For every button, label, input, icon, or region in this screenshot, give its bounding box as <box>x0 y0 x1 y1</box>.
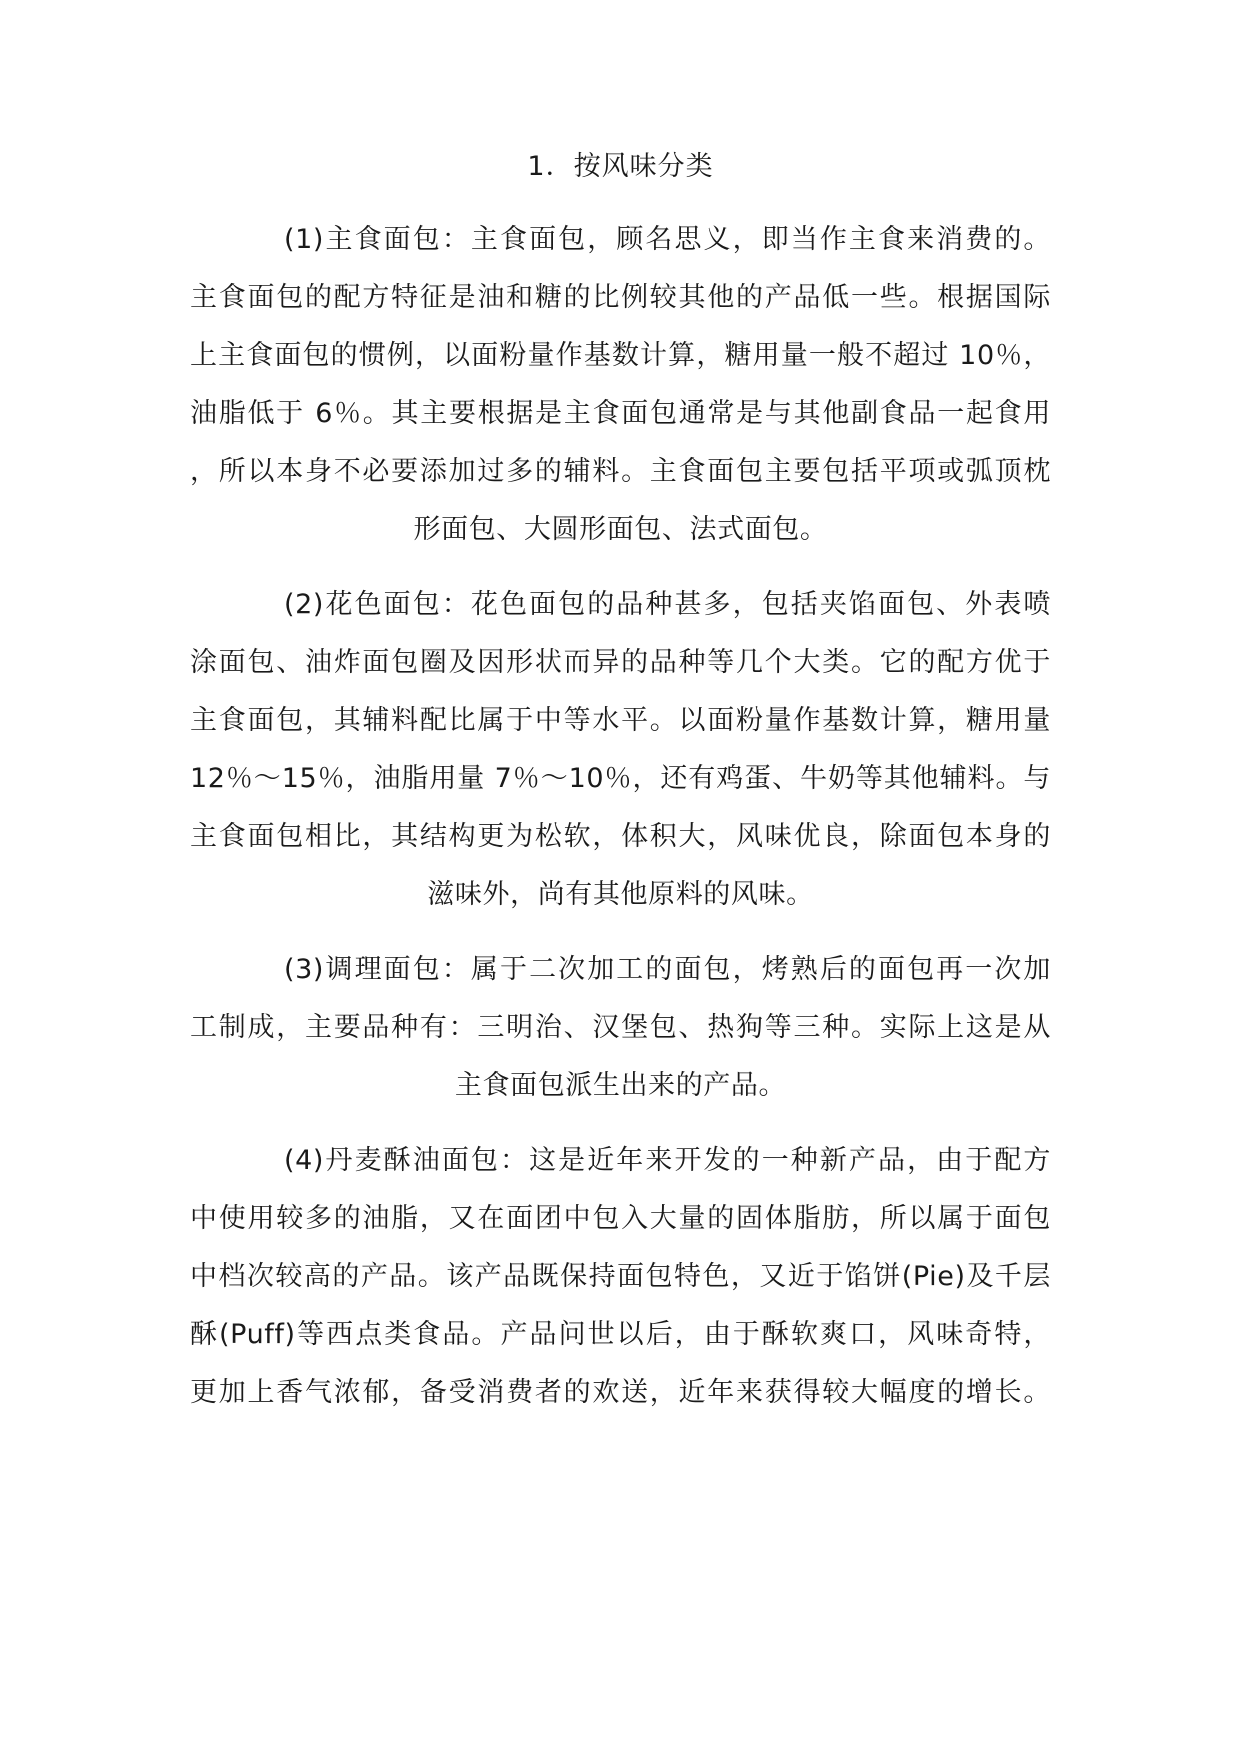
paragraph-1-line-1: (1)主食面包：主食面包，顾名思义，即当作主食来消费的。 <box>284 224 1051 255</box>
paragraph-4-line-1: (4)丹麦酥油面包：这是近年来开发的一种新产品，由于配方 <box>284 1145 1051 1176</box>
paragraph-3-line-2: 工制成，主要品种有：三明治、汉堡包、热狗等三种。实际上这是从 <box>190 1012 1051 1043</box>
paragraph-1-line-3: 上主食面包的惯例，以面粉量作基数计算，糖用量一般不超过 10％， <box>190 340 1051 371</box>
paragraph-4-line-5: 更加上香气浓郁，备受消费者的欢送，近年来获得较大幅度的增长。 <box>190 1377 1051 1408</box>
paragraph-3-line-3: 主食面包派生出来的产品。 <box>454 1070 787 1101</box>
paragraph-1-line-2: 主食面包的配方特征是油和糖的比例较其他的产品低一些。根据国际 <box>190 282 1051 313</box>
paragraph-2-line-2: 涂面包、油炸面包圈及因形状而异的品种等几个大类。它的配方优于 <box>190 647 1051 678</box>
paragraph-2-line-3: 主食面包，其辅料配比属于中等水平。以面粉量作基数计算，糖用量 <box>190 705 1051 736</box>
paragraph-2-line-4: 12％～15％，油脂用量 7％～10％，还有鸡蛋、牛奶等其他辅料。与 <box>190 763 1051 794</box>
paragraph-3-line-1: (3)调理面包：属于二次加工的面包，烤熟后的面包再一次加 <box>284 954 1051 985</box>
paragraph-2-line-6: 滋味外，尚有其他原料的风味。 <box>427 879 814 910</box>
paragraph-1-line-6: 形面包、大圆形面包、法式面包。 <box>413 514 828 545</box>
paragraph-4-line-3: 中档次较高的产品。该产品既保持面包特色，又近于馅饼(Pie)及千层 <box>190 1261 1051 1292</box>
paragraph-4-line-2: 中使用较多的油脂，又在面团中包入大量的固体脂肪，所以属于面包 <box>190 1203 1051 1234</box>
paragraph-1-line-4: 油脂低于 6％。其主要根据是主食面包通常是与其他副食品一起食用 <box>190 398 1051 429</box>
paragraph-2-line-5: 主食面包相比，其结构更为松软，体积大，风味优良，除面包本身的 <box>190 821 1051 852</box>
section-heading: 1．按风味分类 <box>527 151 714 182</box>
paragraph-2-line-1: (2)花色面包：花色面包的品种甚多，包括夹馅面包、外表喷 <box>284 589 1051 620</box>
paragraph-1-line-5: ，所以本身不必要添加过多的辅料。主食面包主要包括平项或弧顶枕 <box>190 456 1051 487</box>
paragraph-4-line-4: 酥(Puff)等西点类食品。产品问世以后，由于酥软爽口，风味奇特， <box>190 1319 1051 1350</box>
